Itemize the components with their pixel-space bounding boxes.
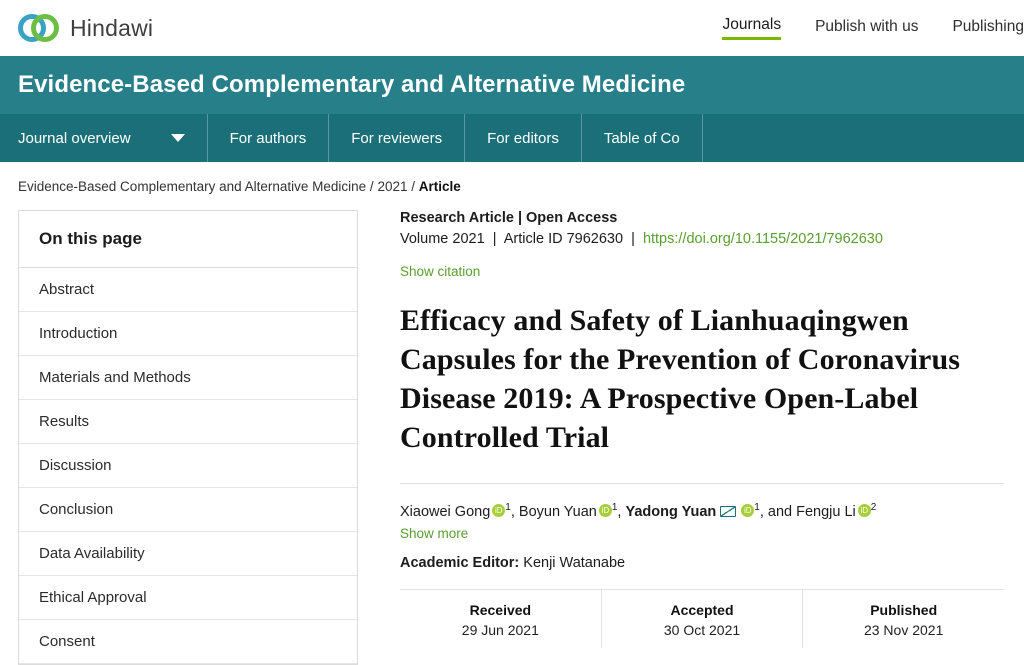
author-list: [400, 500, 1004, 524]
date-accepted: [602, 590, 804, 648]
sidebar-item-ethical-approval[interactable]: Ethical Approval: [19, 576, 357, 620]
breadcrumb: [0, 162, 1024, 210]
date-accepted-value: 30 Oct 2021: [663, 622, 741, 639]
author-affiliation-marker: 2: [870, 502, 877, 513]
orcid-icon[interactable]: [858, 504, 871, 517]
on-this-page-sidebar: [18, 210, 358, 665]
journal-nav-overview[interactable]: [0, 114, 208, 162]
author-affiliation-marker: $^1$,: [611, 502, 622, 520]
article-meta-line: [400, 231, 1004, 247]
meta-separator-2: |: [627, 231, 639, 247]
sidebar-item-introduction[interactable]: Introduction: [19, 312, 357, 356]
journal-nav-for-authors[interactable]: [208, 114, 330, 162]
journal-navigation: [0, 114, 1024, 162]
sidebar-item-results[interactable]: Results: [19, 400, 357, 444]
journal-title: Evidence-Based Complementary and Alternative Medicine: [18, 71, 686, 98]
journal-nav-overview-label: Journal overview: [18, 129, 131, 147]
top-navigation: [722, 16, 1024, 40]
article-title: Efficacy and Safety of Lianhuaqingwen Capsules for the Prevention of Coronavirus Disease 2019: A Prospective Open-Label Controlled Trial: [400, 304, 961, 454]
article-type-label: Research Article | Open Access: [400, 210, 618, 226]
journal-banner: [0, 56, 1024, 114]
journal-nav-table-of-contents[interactable]: [582, 114, 703, 162]
orcid-icon[interactable]: [741, 504, 754, 517]
sidebar-item-data-availability[interactable]: Data Availability: [19, 532, 357, 576]
sidebar-item-materials-and-methods[interactable]: Materials and Methods: [19, 356, 357, 400]
sidebar-item-abstract[interactable]: Abstract: [19, 268, 357, 312]
journal-nav-for-editors-label: For editors: [487, 129, 559, 147]
meta-separator-1: |: [488, 231, 501, 247]
sidebar-heading: On this page: [19, 211, 357, 268]
journal-nav-for-authors-label: For authors: [229, 129, 307, 147]
date-received-label: Received: [469, 602, 532, 619]
breadcrumb-current: Article: [418, 179, 461, 194]
chevron-down-icon: [171, 134, 185, 142]
journal-nav-for-reviewers-label: For reviewers: [351, 129, 443, 147]
orcid-icon[interactable]: [492, 504, 505, 517]
date-published: [803, 590, 1004, 648]
author-name[interactable]: and Fengju Li: [767, 503, 856, 520]
article-main: [400, 210, 1024, 665]
orcid-icon[interactable]: [599, 504, 612, 517]
author-name[interactable]: Xiaowei Gong: [400, 503, 491, 520]
article-id: Article ID 7962630: [503, 231, 624, 247]
sidebar-item-discussion[interactable]: Discussion: [19, 444, 357, 488]
nav-publishing[interactable]: Publishing: [952, 17, 1024, 35]
date-accepted-label: Accepted: [670, 602, 734, 619]
nav-publish-with-us[interactable]: Publish with us: [815, 17, 919, 35]
sidebar-item-conclusion[interactable]: Conclusion: [19, 488, 357, 532]
article-volume: Volume 2021: [400, 231, 485, 247]
brand-logo-link[interactable]: [18, 11, 153, 45]
academic-editor: [400, 555, 1004, 571]
date-published-value: 23 Nov 2021: [863, 622, 944, 639]
journal-nav-for-reviewers[interactable]: [329, 114, 465, 162]
hindawi-rings-logo: [18, 11, 60, 45]
author-name[interactable]: Boyun Yuan: [518, 503, 597, 520]
show-more-button[interactable]: Show more: [400, 526, 469, 542]
breadcrumb-path[interactable]: Evidence-Based Complementary and Alternative Medicine / 2021 /: [18, 179, 419, 194]
page-content: [0, 210, 1024, 665]
email-icon[interactable]: [720, 506, 736, 517]
journal-nav-for-editors[interactable]: [465, 114, 582, 162]
journal-nav-table-of-contents-label: Table of Co: [603, 129, 680, 147]
article-type-line: [400, 210, 1004, 226]
author-affiliation-marker: $^1$,: [754, 502, 764, 520]
sidebar-item-consent[interactable]: Consent: [19, 620, 357, 664]
nav-journals[interactable]: Journals: [722, 16, 781, 40]
academic-editor-name[interactable]: Kenji Watanabe: [523, 555, 626, 572]
authors-section: [400, 483, 1004, 571]
brand-name: Hindawi: [70, 14, 154, 41]
date-published-label: Published: [870, 602, 938, 619]
site-header: [0, 0, 1024, 56]
author-affiliation-marker: $^1$,: [505, 502, 515, 520]
date-received-value: 29 Jun 2021: [461, 622, 539, 639]
date-received: [400, 590, 602, 648]
author-name-corresponding[interactable]: Yadong Yuan: [625, 503, 717, 520]
academic-editor-label: Academic Editor:: [400, 555, 520, 572]
article-doi-link[interactable]: https://doi.org/10.1155/2021/7962630: [642, 231, 883, 247]
show-citation-button[interactable]: Show citation: [400, 264, 481, 279]
article-dates-table: [400, 589, 1004, 648]
